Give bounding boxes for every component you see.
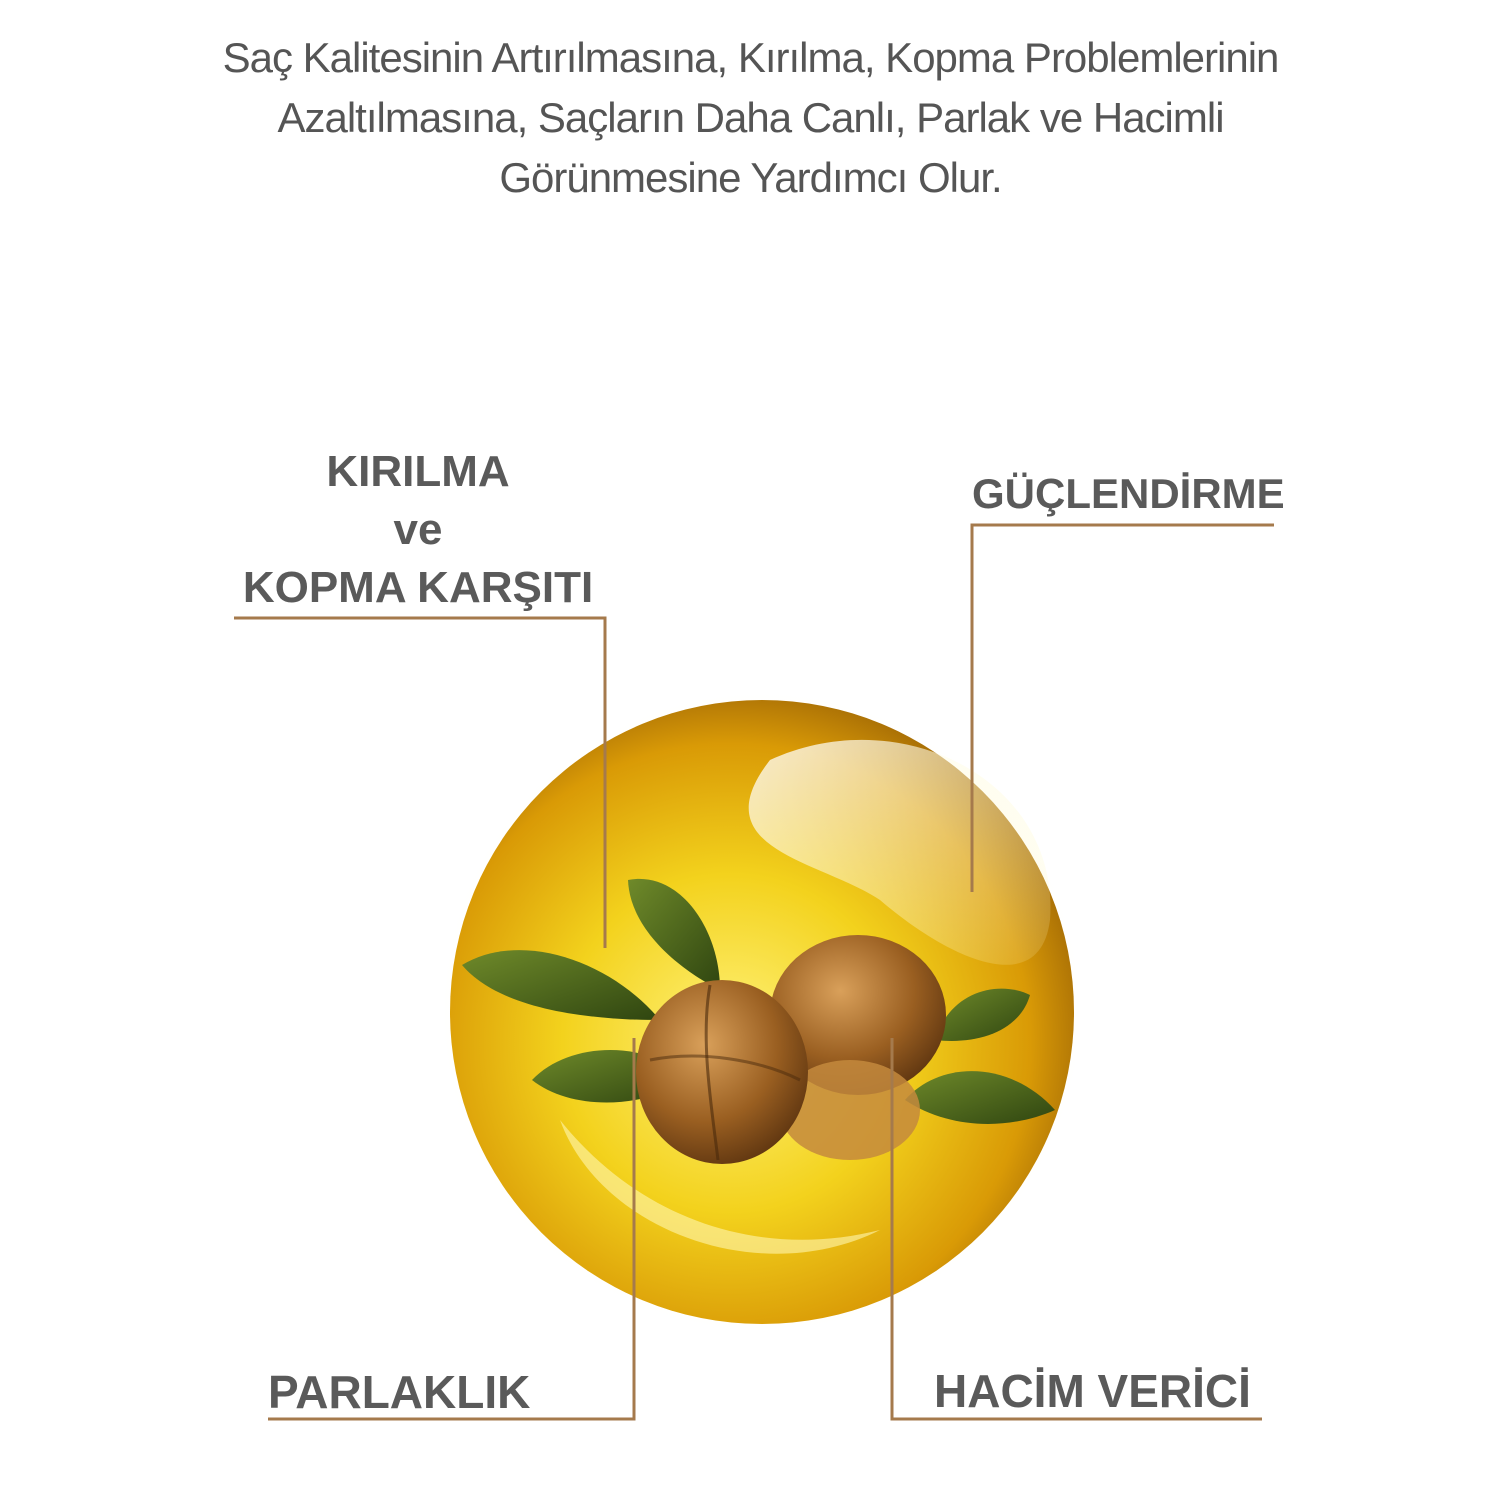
headline-line-1: Saç Kalitesinin Artırılmasına, Kırılma, Kopma Problemlerinin bbox=[222, 34, 1279, 81]
label-kirilma-line-3: KOPMA KARŞITI bbox=[242, 563, 594, 612]
headline-line-2: Azaltılmasına, Saçların Daha Canlı, Parlak ve Hacimli bbox=[277, 94, 1224, 141]
headline-line-3: Görünmesine Yardımcı Olur. bbox=[499, 154, 1002, 201]
label-hacim-verici: HACİM VERİCİ bbox=[934, 1365, 1251, 1417]
label-parlaklik: PARLAKLIK bbox=[268, 1366, 531, 1418]
label-guclendirme: GÜÇLENDİRME bbox=[972, 470, 1285, 517]
label-kirilma-line-2: ve bbox=[393, 505, 443, 554]
label-kirilma-kopma bbox=[230, 443, 606, 617]
label-kirilma-line-1: KIRILMA bbox=[326, 447, 510, 496]
